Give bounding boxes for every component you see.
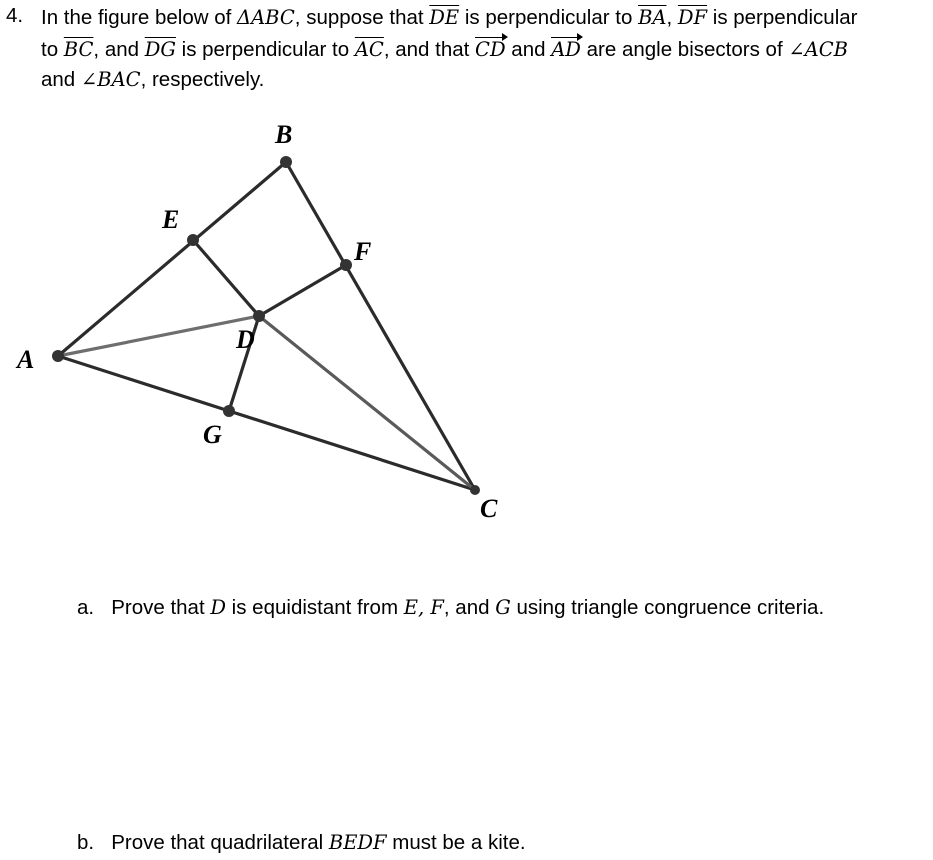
- side-ac: [58, 356, 475, 490]
- bisector-ad: [58, 316, 259, 356]
- ray-cd: CD: [475, 36, 506, 64]
- triangle-name: ΔABC: [237, 6, 295, 29]
- segment-de: $\overline{DE}$: [429, 6, 460, 29]
- part-b-marker: b.: [77, 831, 95, 854]
- point-g: [223, 405, 235, 417]
- point-b: [280, 156, 292, 168]
- angle-acb: ∠ACB: [788, 38, 849, 61]
- segment-df: $\overline{DF}$: [677, 6, 708, 29]
- perpendicular-de: [193, 240, 259, 316]
- segment-bc: $\overline{BC}$: [63, 38, 94, 61]
- label-b: B: [275, 120, 293, 149]
- label-g: G: [203, 420, 222, 449]
- angle-bac: ∠BAC: [80, 68, 141, 91]
- bisector-cd: [259, 316, 475, 490]
- label-a: A: [17, 345, 35, 374]
- point-e: [187, 234, 199, 246]
- problem-line-3: and ∠BAC, respectively.: [41, 68, 265, 91]
- label-c: C: [480, 494, 498, 523]
- segment-dg: $\overline{DG}$: [144, 38, 176, 61]
- part-a-marker: a.: [77, 596, 95, 619]
- side-bc: [286, 162, 475, 490]
- problem-number: 4.: [6, 4, 24, 27]
- problem-line-1: In the figure below of ΔABC, suppose that $\overline{DE}$ is perpendicular to $\overline{BA}$, $\overline{DF}$ is perpendicular: [41, 6, 858, 29]
- point-c: [470, 485, 480, 495]
- part-a: a. Prove that D is equidistant from E, F, and G using triangle congruence criteria.: [77, 596, 825, 619]
- label-d: D: [236, 325, 255, 354]
- label-f: F: [354, 237, 372, 266]
- point-d: [253, 310, 265, 322]
- part-b: b. Prove that quadrilateral BEDF must be a kite.: [77, 831, 526, 854]
- segment-ac: $\overline{AC}$: [354, 38, 384, 61]
- point-a: [52, 350, 64, 362]
- segment-ba: $\overline{BA}$: [638, 6, 667, 29]
- point-f: [340, 259, 352, 271]
- label-e: E: [162, 205, 180, 234]
- perpendicular-df: [259, 265, 346, 316]
- ray-ad: AD: [551, 36, 581, 64]
- problem-line-2: to $\overline{BC}$, and $\overline{DG}$ is perpendicular to $\overline{AC}$, and that CD and AD are angle bisectors of ∠ACB: [41, 36, 848, 64]
